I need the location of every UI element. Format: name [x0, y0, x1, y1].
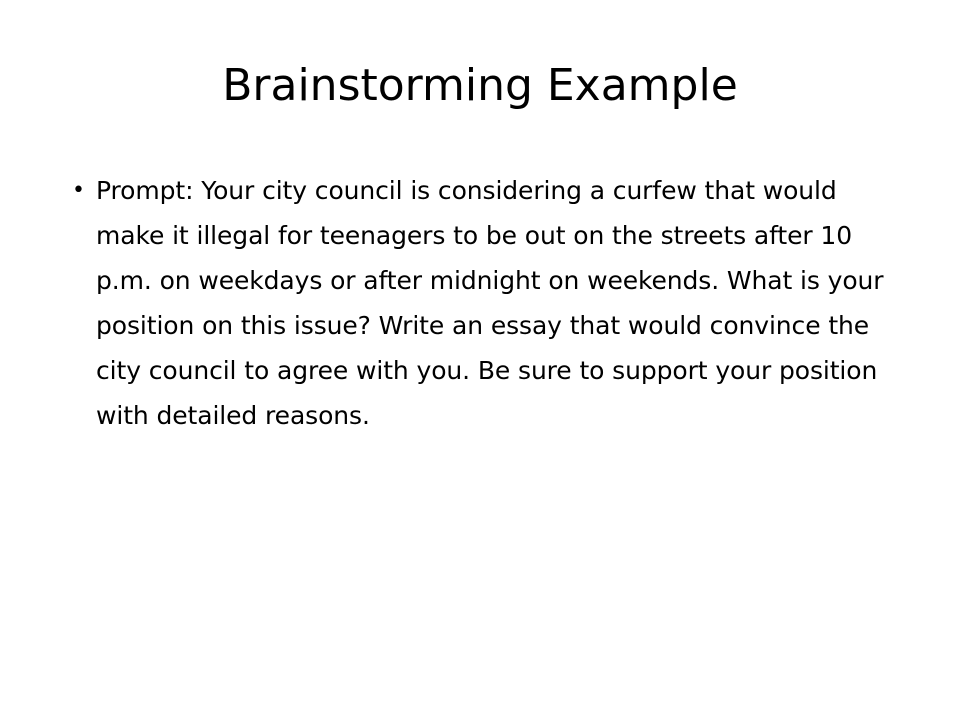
slide-title: Brainstorming Example	[222, 60, 738, 111]
bullet-marker: •	[72, 178, 85, 203]
bullet-item-prompt	[72, 168, 912, 438]
prompt-text: Prompt: Your city council is considering a curfew that would make it illegal for teenagers to be out on the streets after 10 p.m. on weekdays or after midnight on weekends. What is your position on this issue? Write an essay that would convince the city council to agree with you. Be sure to support your position with detailed reasons.	[96, 176, 884, 430]
bullet-list	[72, 168, 912, 438]
slide-body	[72, 168, 912, 438]
